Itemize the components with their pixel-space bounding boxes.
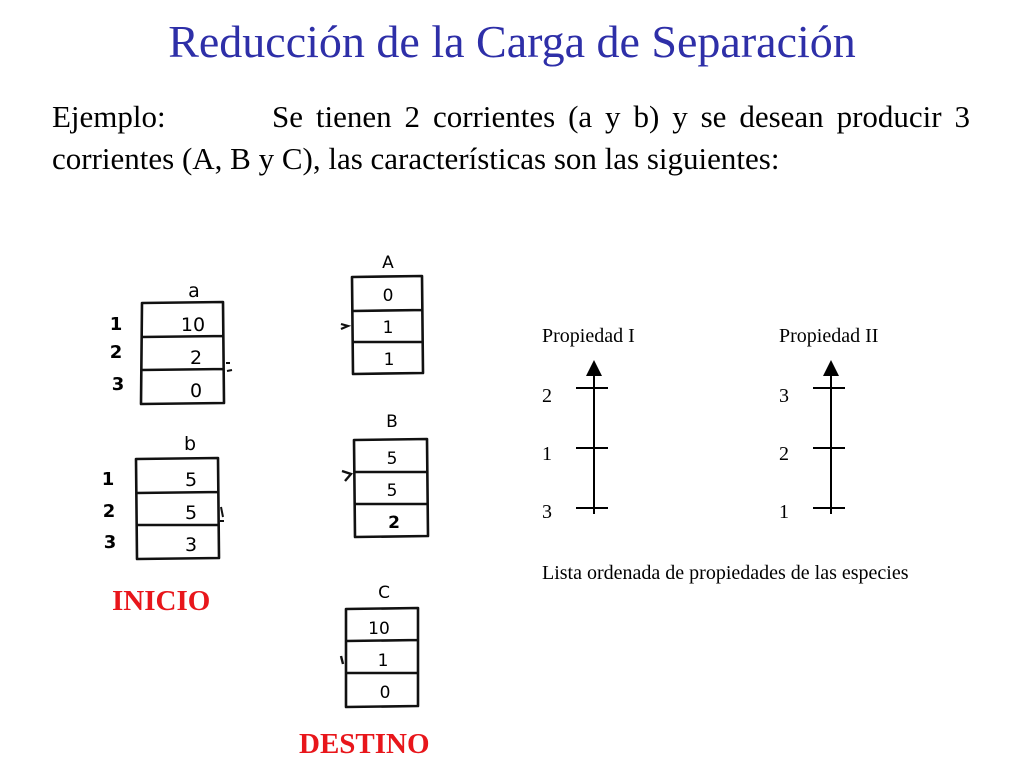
stream-a-value-2: 2: [189, 347, 203, 369]
stream-b-row-label-2: 2: [102, 501, 116, 522]
stream-b-value-3: 3: [184, 534, 198, 556]
stream-B-value-2: 5: [386, 481, 398, 501]
stream-a-name: a: [188, 280, 200, 302]
stream-a-value-3: 0: [189, 380, 203, 402]
property-2-rank-1: 3: [779, 385, 789, 407]
stream-b-name: b: [183, 433, 197, 455]
stream-b-group: [102, 433, 224, 559]
stream-A-name: A: [382, 253, 394, 273]
stream-a-row-label-2: 2: [109, 342, 123, 363]
stream-b-row-label-3: 3: [103, 532, 117, 553]
stream-C-name: C: [378, 583, 390, 603]
stream-B-value-3: 2: [388, 513, 400, 533]
stream-C-group: [341, 583, 418, 707]
stream-C-value-2: 1: [377, 651, 389, 671]
property-2-title: Propiedad II: [779, 325, 879, 347]
stream-a-row-label-1: 1: [109, 314, 123, 335]
stream-A-value-2: 1: [382, 318, 394, 338]
stream-A-value-1: 0: [382, 286, 394, 306]
intro-body: Se tienen 2 corrientes (a y b) y se desean producir 3 corrientes (A, B y C), las características son las siguientes:: [52, 99, 970, 176]
stream-b-row-label-1: 1: [101, 469, 115, 490]
stream-B-value-1: 5: [386, 449, 398, 469]
stream-a-group: [110, 280, 232, 404]
inicio-label: INICIO: [112, 585, 211, 617]
stream-A-value-3: 1: [383, 350, 395, 370]
stream-B-table: [342, 439, 428, 537]
property-1-title: Propiedad I: [542, 325, 635, 347]
stream-B-name: B: [386, 412, 398, 432]
stream-C-value-3: 0: [379, 683, 391, 703]
stream-b-value-1: 5: [184, 469, 198, 491]
property-1-rank-1: 2: [542, 385, 552, 407]
stream-C-value-1: 10: [368, 619, 390, 639]
property-2-axis: [801, 358, 861, 518]
stream-B-group: [342, 412, 428, 537]
property-1-rank-2: 1: [542, 443, 552, 465]
slide-title: Reducción de la Carga de Separación: [168, 16, 856, 67]
intro-paragraph: [52, 96, 970, 180]
property-1-rank-3: 3: [542, 501, 552, 523]
stream-a-value-1: 10: [180, 314, 206, 336]
stream-a-row-label-3: 3: [111, 374, 125, 395]
property-2-rank-3: 1: [779, 501, 789, 523]
stream-A-group: [341, 253, 423, 374]
streams-sketch: [90, 245, 490, 715]
stream-b-table: [136, 458, 224, 559]
destino-label: DESTINO: [299, 728, 430, 760]
intro-lead: Ejemplo:: [52, 99, 166, 134]
property-2-rank-2: 2: [779, 443, 789, 465]
stream-b-value-2: 5: [184, 502, 198, 524]
properties-caption: Lista ordenada de propiedades de las especies: [542, 562, 909, 584]
property-1-axis: [564, 358, 624, 518]
